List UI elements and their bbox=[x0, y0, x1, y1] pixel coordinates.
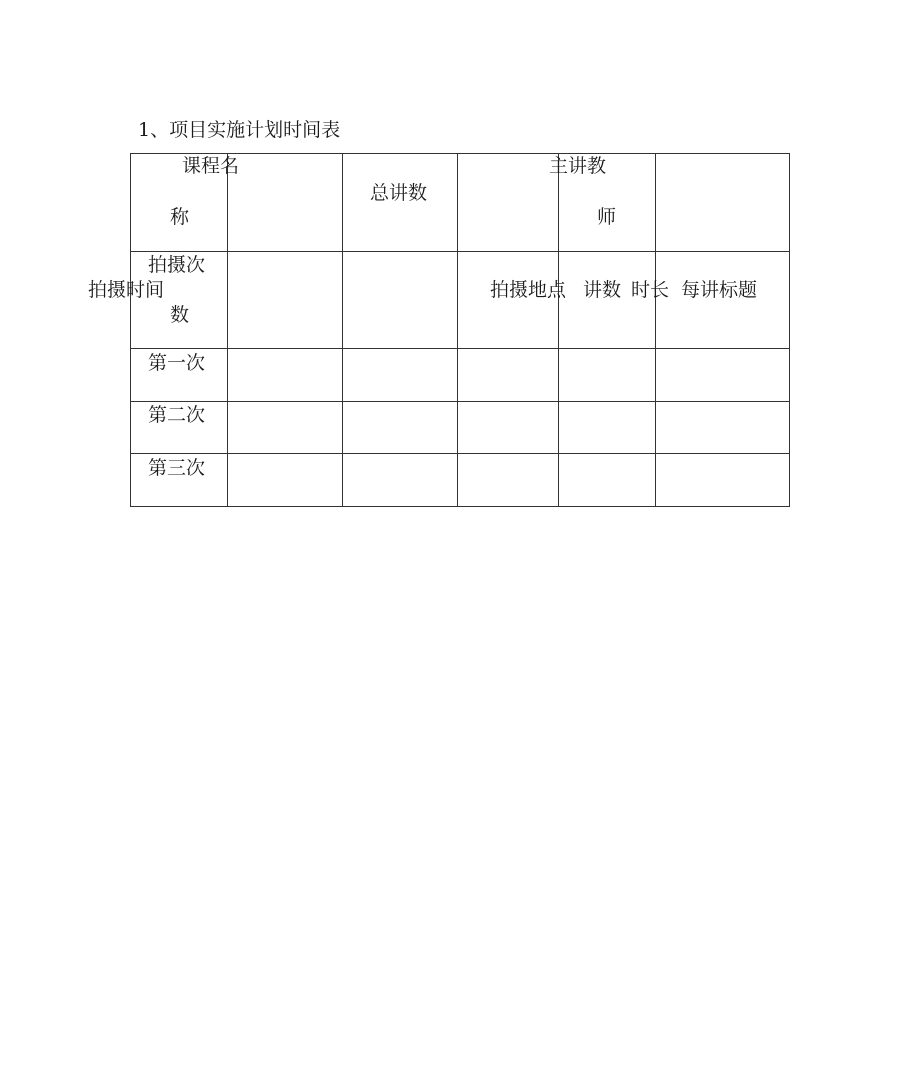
header-lead-teacher-part2: 师 bbox=[597, 206, 617, 228]
table-column-rule bbox=[655, 153, 656, 507]
table-border-top bbox=[130, 153, 790, 154]
table-column-rule bbox=[457, 153, 458, 507]
header-duration: 时长 bbox=[631, 279, 670, 301]
header-shoot-location: 拍摄地点 bbox=[490, 279, 567, 301]
header-lecture-title: 每讲标题 bbox=[681, 279, 758, 301]
table-rule bbox=[130, 251, 790, 252]
table-column-rule bbox=[227, 153, 228, 507]
document-title: 1、项目实施计划时间表 bbox=[138, 119, 341, 141]
header-lecture-number: 讲数 bbox=[583, 279, 622, 301]
header-course-name-part1: 课程名 bbox=[182, 155, 240, 177]
table-border-right bbox=[789, 153, 790, 507]
header-shoot-count-part2: 数 bbox=[170, 304, 190, 326]
table-rule bbox=[130, 401, 790, 402]
header-total-lectures: 总讲数 bbox=[370, 182, 428, 204]
row-label-first: 第一次 bbox=[148, 352, 206, 374]
table-column-rule bbox=[558, 153, 559, 507]
header-shoot-time: 拍摄时间 bbox=[88, 279, 165, 301]
table-rule bbox=[130, 348, 790, 349]
table-border-left bbox=[130, 153, 131, 507]
row-label-third: 第三次 bbox=[148, 457, 206, 479]
header-shoot-count-part1: 拍摄次 bbox=[148, 254, 206, 276]
row-label-second: 第二次 bbox=[148, 404, 206, 426]
table-border-bottom bbox=[130, 506, 790, 507]
table-column-rule bbox=[342, 153, 343, 507]
table-rule bbox=[130, 453, 790, 454]
header-course-name-part2: 称 bbox=[170, 206, 190, 228]
header-lead-teacher-part1: 主讲教 bbox=[549, 155, 607, 177]
